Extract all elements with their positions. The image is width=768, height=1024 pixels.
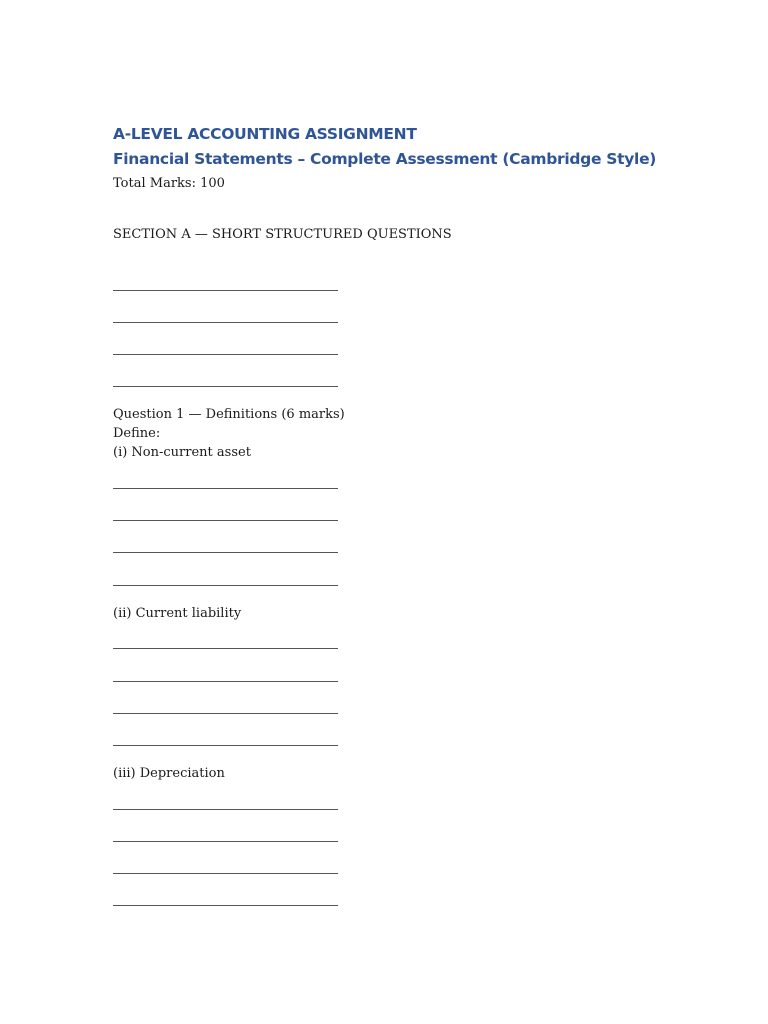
answer-line[interactable] xyxy=(113,681,338,682)
answer-line[interactable] xyxy=(113,290,338,291)
question-1-part-ii: (ii) Current liability xyxy=(113,606,242,621)
question-1-part-i: (i) Non-current asset xyxy=(113,445,251,460)
document-subtitle: Financial Statements – Complete Assessment (Cambridge Style) xyxy=(113,150,657,168)
answer-line[interactable] xyxy=(113,488,338,489)
section-a-heading: SECTION A — SHORT STRUCTURED QUESTIONS xyxy=(113,227,452,242)
question-1-instruction: Define: xyxy=(113,426,161,441)
answer-line[interactable] xyxy=(113,354,338,355)
answer-line[interactable] xyxy=(113,585,338,586)
answer-line[interactable] xyxy=(113,552,338,553)
answer-line[interactable] xyxy=(113,520,338,521)
answer-line[interactable] xyxy=(113,713,338,714)
answer-line[interactable] xyxy=(113,322,338,323)
question-1-part-iii: (iii) Depreciation xyxy=(113,766,225,781)
answer-line[interactable] xyxy=(113,745,338,746)
answer-line[interactable] xyxy=(113,905,338,906)
answer-line[interactable] xyxy=(113,809,338,810)
answer-line[interactable] xyxy=(113,873,338,874)
answer-line[interactable] xyxy=(113,841,338,842)
question-1-heading: Question 1 — Definitions (6 marks) xyxy=(113,407,345,422)
answer-line[interactable] xyxy=(113,648,338,649)
document-page xyxy=(113,0,673,1024)
total-marks: Total Marks: 100 xyxy=(113,176,225,191)
answer-line[interactable] xyxy=(113,386,338,387)
document-title: A-LEVEL ACCOUNTING ASSIGNMENT xyxy=(113,125,417,143)
